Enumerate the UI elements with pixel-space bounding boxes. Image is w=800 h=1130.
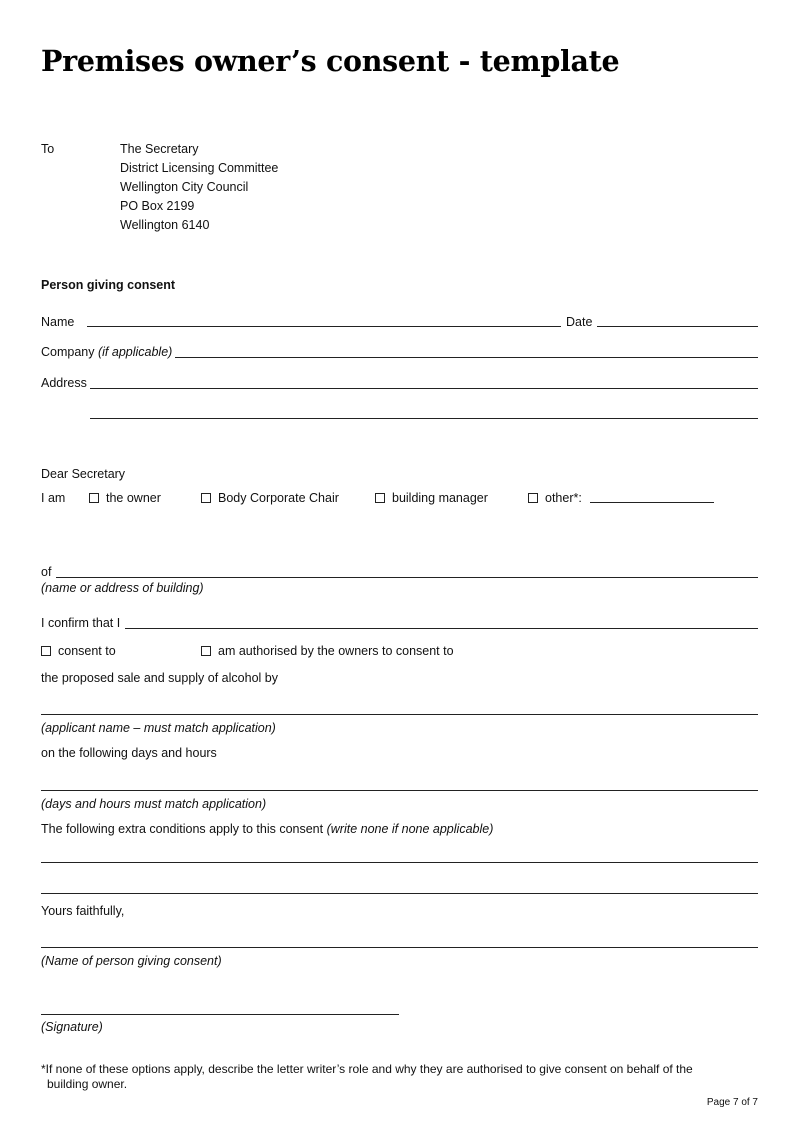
role-option-building-manager[interactable] (375, 491, 488, 505)
checkbox[interactable] (41, 646, 51, 656)
role-option-label: the owner (106, 491, 161, 505)
conditions-note: (write none if none applicable) (326, 822, 494, 836)
closing: Yours faithfully, (41, 904, 125, 918)
address-line: Wellington 6140 (120, 218, 210, 232)
recipient-address (120, 140, 278, 235)
page-title: Premises owner’s consent - template (41, 44, 620, 78)
address-line: The Secretary (120, 142, 199, 156)
conditions-label: The following extra conditions apply to this consent (41, 822, 324, 836)
conditions-field-line-2[interactable] (41, 893, 758, 894)
footnote-line-2: building owner. (47, 1077, 128, 1091)
confirm-label: I confirm that I (41, 616, 121, 630)
consent-option-label: consent to (58, 644, 116, 658)
signature-field[interactable] (41, 1014, 399, 1015)
building-hint: (name or address of building) (41, 581, 204, 595)
role-option-label: other*: (545, 491, 582, 505)
section-heading: Person giving consent (41, 278, 176, 292)
role-option-other[interactable] (528, 491, 582, 505)
applicant-hint: (applicant name – must match application) (41, 721, 276, 735)
checkbox[interactable] (201, 493, 211, 503)
i-am-label: I am (41, 491, 66, 505)
salutation: Dear Secretary (41, 467, 126, 481)
company-label-text: Company (41, 345, 95, 359)
consenter-name-field[interactable] (41, 947, 758, 948)
days-hint: (days and hours must match application) (41, 797, 267, 811)
of-label: of (41, 565, 52, 579)
consent-option-authorised[interactable] (201, 644, 454, 658)
building-field[interactable] (56, 577, 758, 578)
checkbox[interactable] (528, 493, 538, 503)
proposed-text: the proposed sale and supply of alcohol by (41, 671, 278, 685)
checkbox[interactable] (89, 493, 99, 503)
footnote-line-1: *If none of these options apply, describe the letter writer’s role and why they are authorised to give consent on behalf of the (41, 1062, 693, 1076)
address-line: District Licensing Committee (120, 161, 279, 175)
checkbox[interactable] (375, 493, 385, 503)
date-label: Date (566, 315, 593, 329)
role-option-label: building manager (392, 491, 488, 505)
days-hours-field[interactable] (41, 790, 758, 791)
to-label: To (41, 142, 55, 156)
consent-option-label: am authorised by the owners to consent to (218, 644, 454, 658)
role-option-owner[interactable] (89, 491, 161, 505)
address-field-line-1[interactable] (90, 388, 758, 389)
company-field[interactable] (175, 357, 758, 358)
address-field-line-2[interactable] (90, 418, 758, 419)
conditions-text (41, 822, 493, 836)
consent-option-consent[interactable] (41, 644, 116, 658)
address-label: Address (41, 376, 87, 390)
name-hint: (Name of person giving consent) (41, 954, 222, 968)
applicant-name-field[interactable] (41, 714, 758, 715)
address-line: Wellington City Council (120, 180, 249, 194)
other-role-field[interactable] (590, 502, 714, 503)
address-line: PO Box 2199 (120, 199, 195, 213)
name-field[interactable] (87, 326, 561, 327)
days-text: on the following days and hours (41, 746, 217, 760)
company-label (41, 345, 172, 359)
name-label: Name (41, 315, 75, 329)
company-note: (if applicable) (97, 345, 173, 359)
date-field[interactable] (597, 326, 758, 327)
role-option-body-corporate-chair[interactable] (201, 491, 339, 505)
conditions-field-line-1[interactable] (41, 862, 758, 863)
checkbox[interactable] (201, 646, 211, 656)
page-number: Page 7 of 7 (706, 1097, 758, 1108)
signature-hint: (Signature) (41, 1020, 103, 1034)
role-option-label: Body Corporate Chair (218, 491, 339, 505)
confirm-name-field[interactable] (125, 628, 758, 629)
